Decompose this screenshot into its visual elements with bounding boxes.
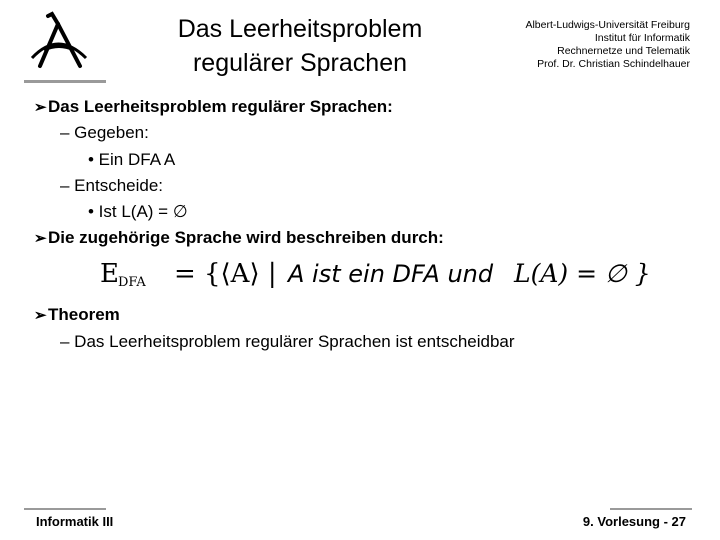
institution-line: Albert-Ludwigs-Universität Freiburg xyxy=(525,19,690,31)
footer-divider-right xyxy=(610,508,692,510)
bullet-text: Die zugehörige Sprache wird beschreiben durch: xyxy=(48,228,444,247)
sub-sub-item xyxy=(88,201,188,223)
institution-line: Prof. Dr. Christian Schindelhauer xyxy=(537,58,690,70)
formula-lhs: E xyxy=(100,259,119,289)
bullet-item xyxy=(34,96,393,119)
institution-block xyxy=(450,19,690,71)
formula-lhs-subscript: DFA xyxy=(118,275,146,290)
formula-equals: = xyxy=(174,259,196,289)
bullet-text: Das Leerheitsproblem regulärer Sprachen: xyxy=(48,97,393,116)
formula xyxy=(100,255,660,291)
formula-open: {⟨A⟩ | xyxy=(204,259,277,289)
sub-item-text: – Das Leerheitsproblem regulärer Sprachen ist entscheidbar xyxy=(60,332,515,351)
formula-text: A ist ein DFA und xyxy=(288,260,494,288)
formula-rhs: L(A) = ∅ } xyxy=(514,259,651,288)
footer-divider-left xyxy=(24,508,106,510)
bullet-item xyxy=(34,304,120,327)
bullet-text: Theorem xyxy=(48,305,120,324)
sub-item xyxy=(60,122,149,144)
sub-sub-item-text: • Ein DFA A xyxy=(88,150,176,169)
sub-item xyxy=(60,331,515,353)
footer-page: 9. Vorlesung - 27 xyxy=(582,514,686,529)
bullet-item xyxy=(34,227,444,250)
arrow-bullet-icon: ➢ xyxy=(34,230,47,247)
slide-title-line2: regulärer Sprachen xyxy=(192,49,407,77)
slide-title-line1: Das Leerheitsproblem xyxy=(177,15,423,43)
university-logo-icon xyxy=(28,10,90,70)
sub-item xyxy=(60,175,163,197)
sub-item-text: – Gegeben: xyxy=(60,123,149,142)
footer-course: Informatik III xyxy=(36,514,114,529)
sub-sub-item-text: • Ist L(A) = ∅ xyxy=(88,202,188,221)
slide-title xyxy=(120,12,480,80)
institution-line: Rechnernetze und Telematik xyxy=(557,45,690,57)
arrow-bullet-icon: ➢ xyxy=(34,307,47,324)
sub-item-text: – Entscheide: xyxy=(60,176,164,195)
institution-line: Institut für Informatik xyxy=(594,32,690,44)
arrow-bullet-icon: ➢ xyxy=(34,99,47,116)
header-divider xyxy=(24,80,106,83)
sub-sub-item xyxy=(88,149,175,171)
